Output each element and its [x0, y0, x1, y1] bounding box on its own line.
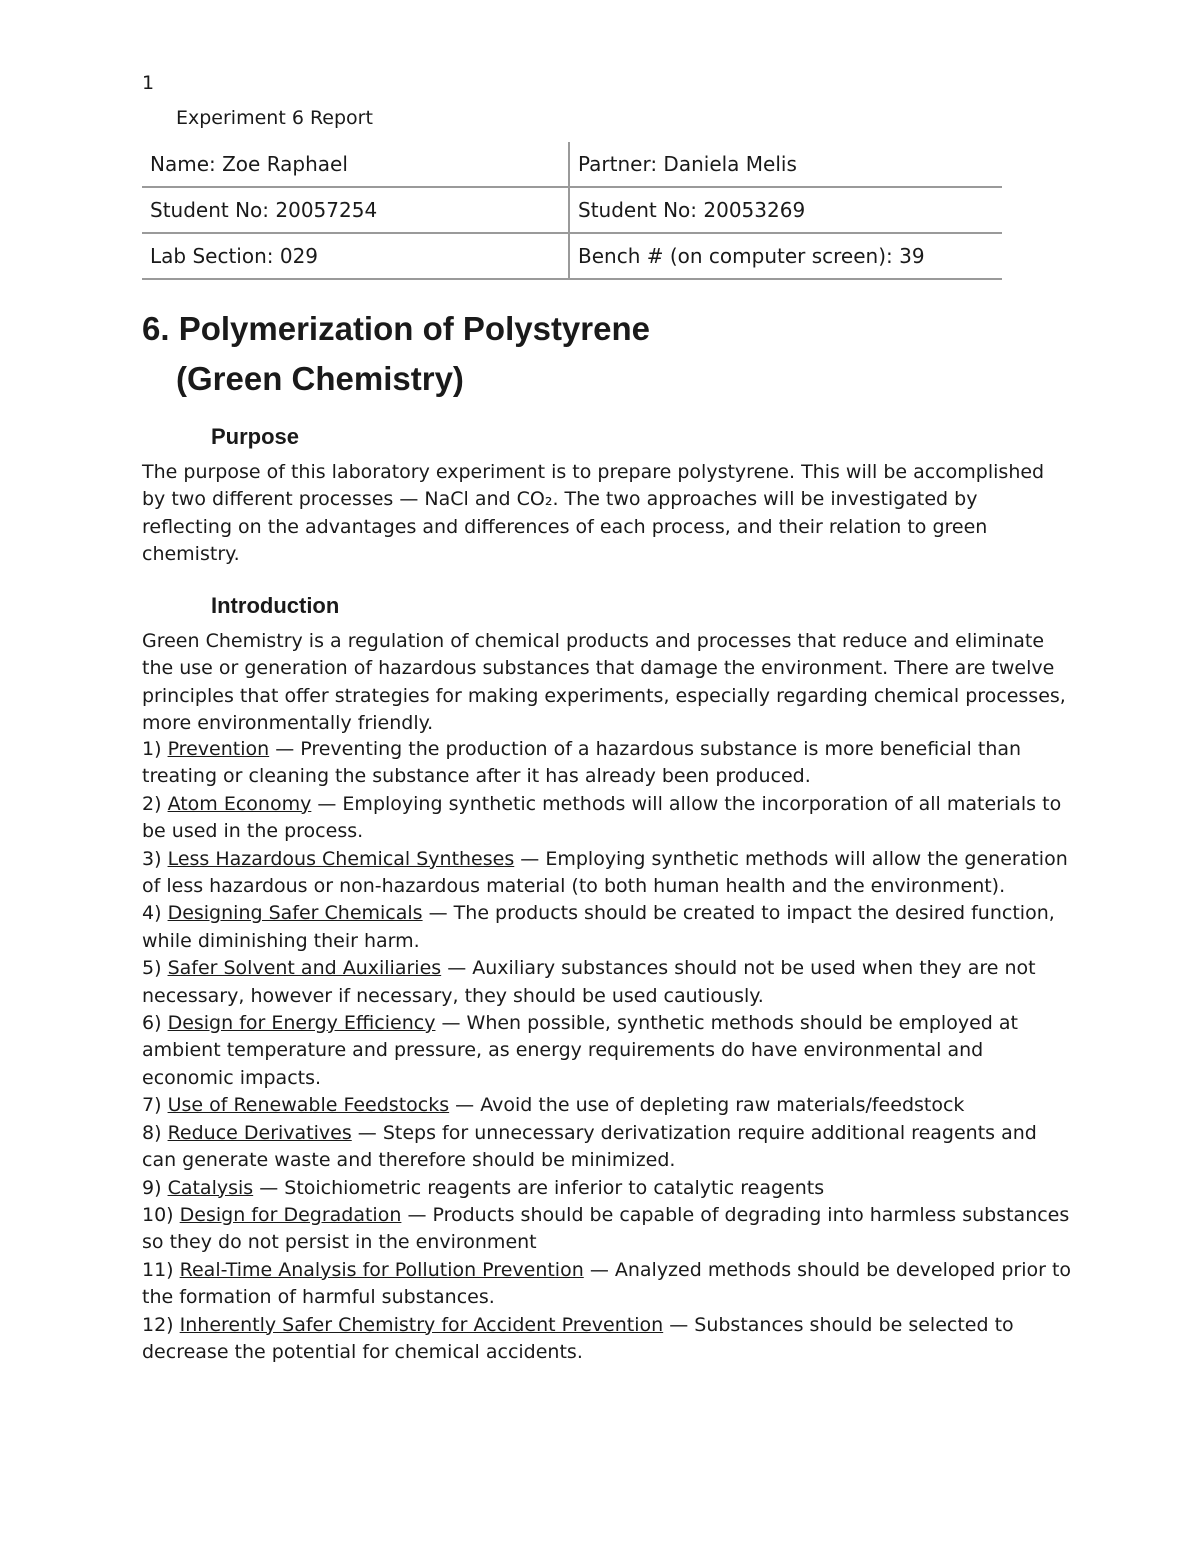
- principle-description: — Employing synthetic methods will allow the generation of less hazardous or non-hazardous material (to both human health and the environment).: [142, 847, 1068, 898]
- bench-number-cell: Bench # (on computer screen): 39: [569, 233, 1002, 279]
- experiment-title: [142, 304, 650, 404]
- principle-description: — The products should be created to impact the desired function, while diminishing their harm.: [142, 902, 1055, 952]
- list-item: [142, 1010, 1072, 1092]
- principle-description: — Products should be capable of degrading into harmless substances so they do not persist in the environment: [142, 1203, 1070, 1254]
- principle-description: — Analyzed methods should be developed prior to the formation of harmful substances.: [142, 1258, 1072, 1309]
- list-item: [142, 1202, 1072, 1257]
- principle-name: Catalysis: [167, 1176, 254, 1199]
- principle-name: Safer Solvent and Auxiliaries: [167, 957, 442, 980]
- principle-number: 5): [142, 957, 162, 980]
- principle-name: Design for Degradation: [179, 1203, 402, 1226]
- list-item: [142, 736, 1072, 791]
- principle-number: 12): [142, 1313, 174, 1336]
- principle-description: — When possible, synthetic methods should be employed at ambient temperature and pressure, as energy requirements do have environmental and economic impacts.: [142, 1012, 1018, 1089]
- principle-number: 6): [142, 1012, 162, 1035]
- partner-number-cell: Student No: 20053269: [569, 187, 1002, 233]
- purpose-heading: Purpose: [211, 424, 300, 449]
- lab-section-cell: Lab Section: 029: [142, 233, 569, 279]
- list-item: [142, 1312, 1072, 1367]
- student-name-cell: Name: Zoe Raphael: [142, 142, 569, 187]
- student-info-table: [142, 142, 1002, 280]
- principle-name: Designing Safer Chemicals: [167, 902, 423, 925]
- list-item: [142, 1120, 1072, 1175]
- principle-number: 2): [142, 792, 162, 815]
- principle-description: — Auxiliary substances should not be used when they are not necessary, however if necessary, they should be used cautiously.: [142, 957, 1036, 1007]
- introduction-heading: Introduction: [211, 593, 340, 618]
- principle-number: 3): [142, 847, 162, 870]
- principle-description: — Employing synthetic methods will allow the incorporation of all materials to be used in the process.: [142, 792, 1062, 843]
- table-row: [142, 187, 1002, 233]
- page-number: 1: [142, 72, 155, 94]
- principle-description: — Substances should be selected to decrease the potential for chemical accidents.: [142, 1313, 1014, 1363]
- purpose-paragraph: The purpose of this laboratory experiment is to prepare polystyrene. This will be accomplished by two different processes — NaCl and CO₂. The two approaches will be investigated by reflecting on the advantages and differences of each process, and their relation to green chemistry.: [142, 461, 1045, 566]
- table-row: [142, 233, 1002, 279]
- experiment-title-line1: 6. Polymerization of Polystyrene: [142, 310, 650, 347]
- principle-description: — Avoid the use of depleting raw materials/feedstock: [455, 1094, 965, 1117]
- list-item: [142, 1092, 1072, 1119]
- list-item: [142, 846, 1072, 901]
- report-title: Experiment 6 Report: [176, 107, 373, 129]
- partner-name-cell: Partner: Daniela Melis: [569, 142, 1002, 187]
- student-number-cell: Student No: 20057254: [142, 187, 569, 233]
- principle-number: 8): [142, 1121, 162, 1144]
- principle-number: 11): [142, 1258, 174, 1281]
- principle-number: 7): [142, 1094, 162, 1117]
- principle-number: 10): [142, 1203, 174, 1226]
- principle-name: Less Hazardous Chemical Syntheses: [167, 847, 515, 870]
- table-row: [142, 142, 1002, 187]
- list-item: [142, 1257, 1072, 1312]
- principle-description: — Steps for unnecessary derivatization require additional reagents and can generate waste and therefore should be minimized.: [142, 1121, 1037, 1172]
- principle-description: — Stoichiometric reagents are inferior to catalytic reagents: [259, 1176, 825, 1199]
- experiment-title-line2: (Green Chemistry): [176, 360, 464, 397]
- principle-name: Atom Economy: [167, 792, 312, 815]
- introduction-paragraph: Green Chemistry is a regulation of chemical products and processes that reduce and eliminate the use or generation of hazardous substances that damage the environment. There are twelve principles that offer strategies for making experiments, especially regarding chemical processes, more environmentally friendly.: [142, 630, 1066, 735]
- list-item: [142, 900, 1072, 955]
- principle-description: — Preventing the production of a hazardous substance is more beneficial than treating or cleaning the substance after it has already been produced.: [142, 738, 1022, 788]
- principle-name: Design for Energy Efficiency: [167, 1012, 436, 1035]
- principle-number: 1): [142, 738, 162, 760]
- list-item: [142, 791, 1072, 846]
- principle-name: Prevention: [167, 738, 270, 760]
- principle-number: 9): [142, 1176, 162, 1199]
- list-item: [142, 1175, 1072, 1202]
- principle-name: Use of Renewable Feedstocks: [167, 1094, 450, 1117]
- principle-name: Inherently Safer Chemistry for Accident Prevention: [179, 1313, 664, 1336]
- principles-list: [142, 736, 1072, 1366]
- principle-name: Real-Time Analysis for Pollution Prevention: [179, 1258, 584, 1281]
- principle-number: 4): [142, 902, 162, 925]
- principle-name: Reduce Derivatives: [167, 1121, 352, 1144]
- list-item: [142, 955, 1072, 1010]
